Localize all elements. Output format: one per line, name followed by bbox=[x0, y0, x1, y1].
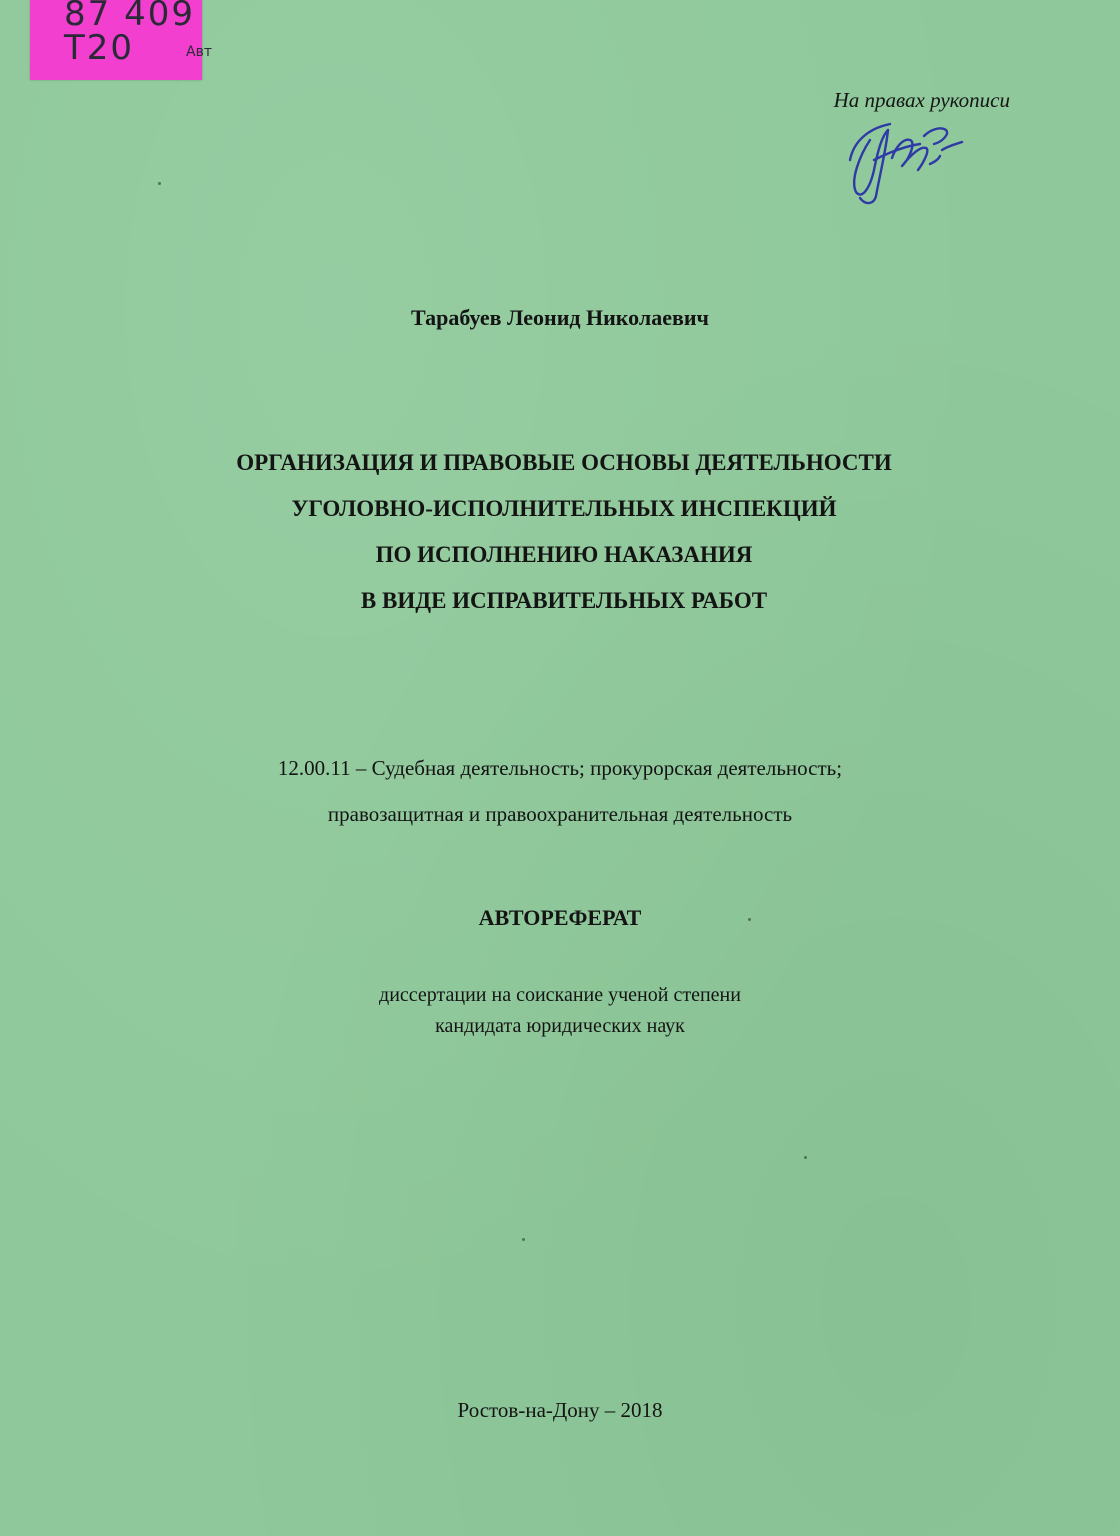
sticker-number: 87 409 bbox=[64, 0, 195, 34]
sticker-suffix: Авт bbox=[186, 44, 212, 60]
author-name: Тарабуев Леонид Николаевич bbox=[411, 305, 709, 330]
document-type: АВТОРЕФЕРАТ bbox=[478, 905, 642, 930]
manuscript-note: На правах рукописи bbox=[833, 88, 1010, 112]
specialty-line: правозащитная и правоохранительная деятельность bbox=[327, 802, 793, 826]
paper-speck bbox=[748, 918, 751, 921]
degree-line: диссертации на соискание ученой степени bbox=[379, 984, 741, 1006]
degree-line: кандидата юридических наук bbox=[435, 1015, 685, 1037]
title-line: В ВИДЕ ИСПРАВИТЕЛЬНЫХ РАБОТ bbox=[360, 588, 768, 613]
handwritten-signature bbox=[830, 100, 970, 220]
dissertation-title bbox=[0, 440, 1120, 624]
title-line: ПО ИСПОЛНЕНИЮ НАКАЗАНИЯ bbox=[375, 542, 753, 567]
title-line: ОРГАНИЗАЦИЯ И ПРАВОВЫЕ ОСНОВЫ ДЕЯТЕЛЬНОСТИ bbox=[236, 450, 892, 475]
paper-speck bbox=[158, 182, 161, 185]
specialty-line: 12.00.11 – Судебная деятельность; прокурорская деятельность; bbox=[277, 756, 843, 780]
specialty bbox=[0, 745, 1120, 837]
paper-speck bbox=[804, 1156, 807, 1159]
title-line: УГОЛОВНО-ИСПОЛНИТЕЛЬНЫХ ИНСПЕКЦИЙ bbox=[291, 496, 837, 521]
library-sticker bbox=[30, 0, 212, 80]
degree-statement bbox=[0, 980, 1120, 1042]
sticker-code: Т20 bbox=[64, 28, 135, 68]
place-and-year: Ростов-на-Дону – 2018 bbox=[457, 1398, 663, 1422]
paper-speck bbox=[522, 1238, 525, 1241]
